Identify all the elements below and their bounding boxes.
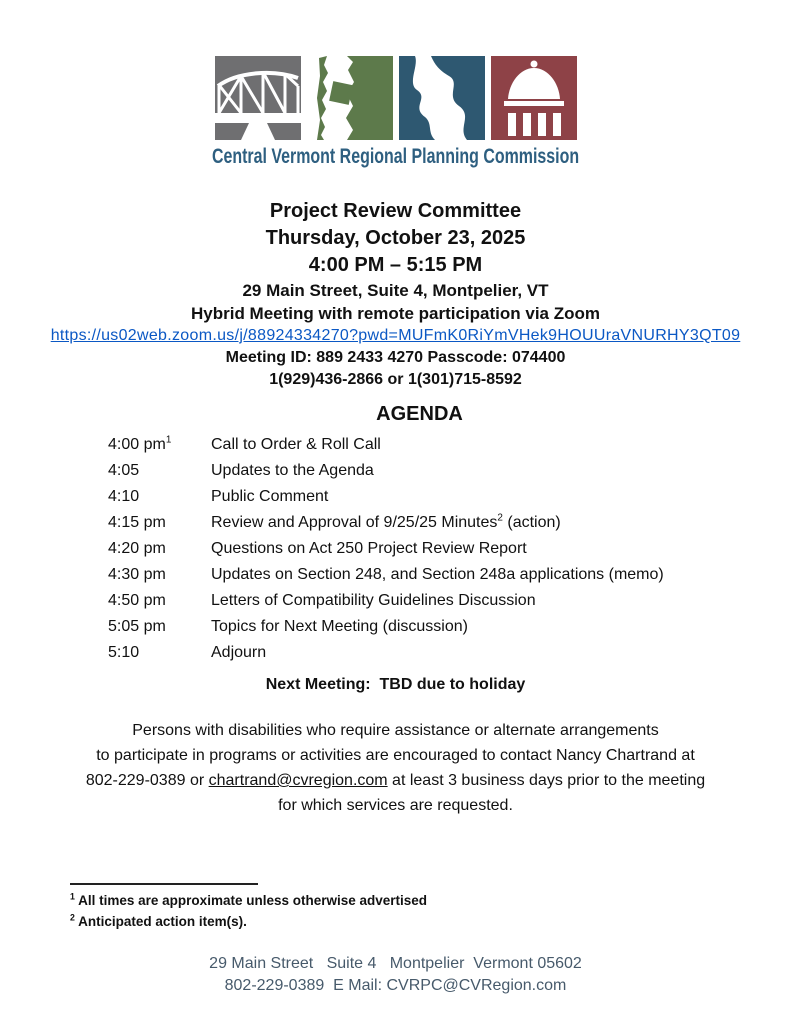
agenda-item-topic: Review and Approval of 9/25/25 Minutes$^2$ (action) (211, 512, 561, 531)
notice-line: to participate in programs or activities are encouraged to contact Nancy Chartrand at (96, 747, 695, 764)
agenda-item-time: 4:05 (108, 462, 140, 479)
footnote-marker: 1 (165, 434, 172, 446)
meeting-id-passcode: Meeting ID: 889 2433 4270 Passcode: 074400 (225, 349, 566, 366)
footnote-marker: 2 (70, 912, 75, 923)
agenda-row (108, 458, 761, 484)
meeting-time: 4:00 PM – 5:15 PM (308, 254, 483, 276)
footer-address: 29 Main Street Suite 4 Montpelier Vermont 05602 (209, 955, 582, 972)
agenda-item-topic: Letters of Compatibility Guidelines Discussion (211, 592, 536, 609)
agenda-item-time: 5:10 (108, 644, 140, 661)
agenda-row (108, 562, 761, 588)
agenda-item-topic: Updates to the Agenda (211, 462, 374, 479)
agenda-item-time: 4:20 pm (108, 540, 166, 557)
footnote: $^1$ All times are approximate unless otherwise advertised (70, 891, 428, 908)
next-meeting-note: Next Meeting: TBD due to holiday (265, 676, 526, 693)
agenda-item-time: 4:15 pm (108, 514, 166, 531)
agenda-row (108, 536, 761, 562)
agenda-item-topic: Questions on Act 250 Project Review Report (211, 540, 527, 557)
agenda-row (108, 510, 761, 536)
dial-in-numbers: 1(929)436-2866 or 1(301)715-8592 (269, 371, 522, 388)
agenda-item-time: 5:05 pm (108, 618, 166, 635)
bridge-icon (215, 56, 301, 140)
agenda-heading: AGENDA (376, 403, 463, 425)
contact-email-link[interactable]: chartrand@cvregion.com (208, 772, 388, 789)
agenda-item-time: 4:30 pm (108, 566, 166, 583)
meeting-address: 29 Main Street, Suite 4, Montpelier, VT (242, 281, 549, 300)
footnote-divider (70, 883, 258, 885)
capitol-dome-icon (491, 56, 577, 140)
agenda-item-topic: Adjourn (211, 644, 267, 661)
footer-contact: 802-229-0389 E Mail: CVRPC@CVRegion.com (224, 977, 567, 994)
zoom-link-line (0, 325, 791, 347)
footnotes-block (70, 883, 427, 932)
notice-text: 802-229-0389 or (85, 772, 209, 789)
footnote-marker: 2 (497, 512, 503, 524)
meeting-date: Thursday, October 23, 2025 (265, 227, 526, 249)
agenda-item-time: 4:00 $pm^1$ (108, 434, 172, 453)
notice-line: for which services are requested. (278, 797, 513, 814)
notice-text: at least 3 business days prior to the meeting (387, 772, 706, 789)
agenda-row (108, 484, 761, 510)
agenda-item-time: 4:50 pm (108, 592, 166, 609)
agenda-item-time: 4:10 (108, 488, 140, 505)
agenda-row (108, 614, 761, 640)
agenda-row (108, 432, 761, 458)
document-footer (0, 953, 791, 997)
footnote-marker: 1 (70, 891, 75, 902)
footnote-list (70, 890, 427, 932)
logo-caption: Central Vermont Regional Planning Commission (211, 145, 580, 168)
agenda-item-topic: Public Comment (211, 488, 329, 505)
committee-title: Project Review Committee (269, 200, 522, 222)
notice-line (0, 768, 791, 793)
zoom-meeting-link[interactable]: https://us02web.zoom.us/j/88924334270?pwd=MUFmK0RiYmVHek9HOUUraVNURHY3QT09 (50, 327, 741, 344)
agenda-item-topic: Updates on Section 248, and Section 248a applications (memo) (211, 566, 664, 583)
logo-panels (0, 0, 791, 140)
footnote: $^2$ Anticipated action item(s). (70, 912, 247, 929)
agenda-row (108, 640, 761, 666)
meeting-format: Hybrid Meeting with remote participation via Zoom (191, 304, 600, 323)
accessibility-notice (0, 718, 791, 818)
river-icon (399, 56, 485, 140)
agenda-item-topic: Call to Order & Roll Call (211, 436, 381, 453)
meeting-header (0, 197, 791, 390)
vermont-map-icon (307, 56, 393, 140)
cvrpc-logo (0, 0, 791, 169)
notice-line: Persons with disabilities who require assistance or alternate arrangements (132, 722, 659, 739)
agenda-row (108, 588, 761, 614)
agenda-item-topic: Topics for Next Meeting (discussion) (211, 618, 468, 635)
agenda-list (108, 432, 761, 666)
